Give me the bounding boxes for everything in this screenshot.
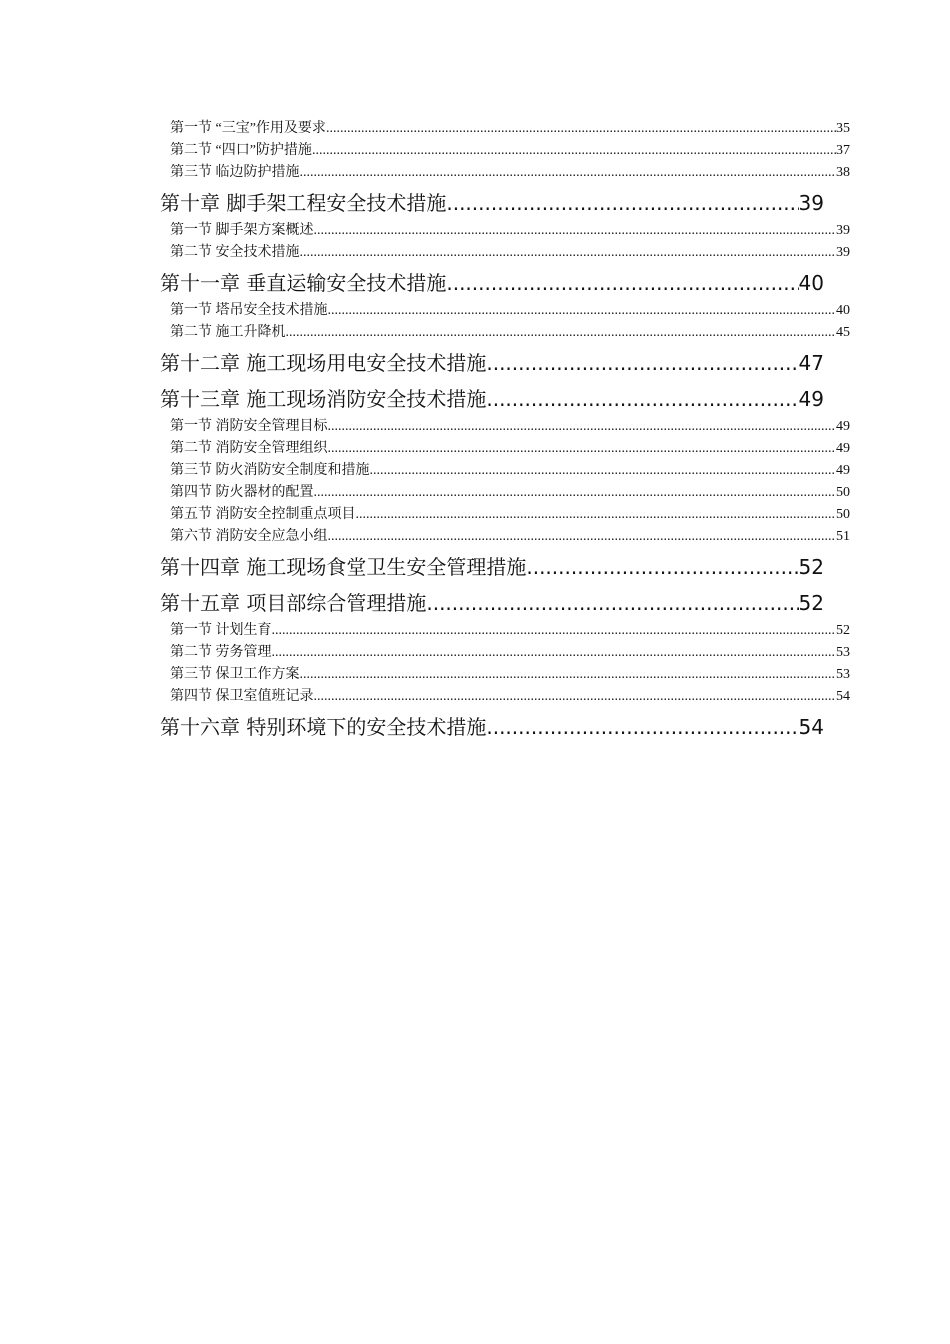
toc-entry-label: 第三节 防火消防安全制度和措施: [170, 463, 370, 478]
toc-section-entry[interactable]: [160, 642, 850, 664]
toc-page-number: 52: [798, 591, 824, 615]
toc-section-entry[interactable]: [160, 416, 850, 438]
toc-entry-label: 第十章 脚手架工程安全技术措施: [160, 191, 447, 215]
toc-entry-label: 第一节 塔吊安全技术措施: [170, 303, 328, 318]
toc-entry-label: 第十一章 垂直运输安全技术措施: [160, 271, 447, 295]
toc-entry-label: 第二节 劳务管理: [170, 645, 272, 660]
table-of-contents: [160, 118, 850, 744]
toc-page-number: 50: [836, 485, 850, 500]
toc-dot-leader: [356, 504, 837, 526]
toc-section-entry[interactable]: [160, 504, 850, 526]
toc-page-number: 49: [798, 387, 824, 411]
toc-page-number: 37: [836, 143, 850, 158]
toc-dot-leader: [272, 620, 837, 642]
toc-entry-label: 第一节 计划生育: [170, 623, 272, 638]
toc-entry-label: 第三节 临边防护措施: [170, 165, 300, 180]
toc-dot-leader: [300, 162, 837, 184]
toc-chapter-entry[interactable]: [160, 587, 824, 620]
toc-section-entry[interactable]: [160, 460, 850, 482]
toc-section-entry[interactable]: [160, 140, 850, 162]
toc-section-entry[interactable]: [160, 300, 850, 322]
toc-dot-leader: [370, 460, 837, 482]
toc-entry-label: 第一节 消防安全管理目标: [170, 419, 328, 434]
toc-dot-leader: [426, 587, 798, 620]
toc-dot-leader: [486, 711, 798, 744]
toc-entry-label: 第三节 保卫工作方案: [170, 667, 300, 682]
toc-entry-label: 第十三章 施工现场消防安全技术措施: [160, 387, 487, 411]
toc-entry-label: 第一节 脚手架方案概述: [170, 223, 314, 238]
toc-page-number: 49: [836, 419, 850, 434]
toc-dot-leader: [314, 220, 837, 242]
toc-dot-leader: [314, 686, 837, 708]
toc-entry-label: 第二节 消防安全管理组织: [170, 441, 328, 456]
toc-page-number: 40: [836, 303, 850, 318]
toc-page-number: 49: [836, 463, 850, 478]
toc-page-number: 39: [836, 223, 850, 238]
toc-entry-label: 第二节 安全技术措施: [170, 245, 300, 260]
toc-dot-leader: [328, 416, 837, 438]
toc-page-number: 53: [836, 645, 850, 660]
toc-section-entry[interactable]: [160, 482, 850, 504]
toc-section-entry[interactable]: [160, 664, 850, 686]
toc-section-entry[interactable]: [160, 220, 850, 242]
toc-section-entry[interactable]: [160, 686, 850, 708]
toc-page-number: 38: [836, 165, 850, 180]
toc-page-number: 39: [798, 191, 824, 215]
toc-dot-leader: [328, 526, 837, 548]
toc-dot-leader: [486, 347, 798, 380]
toc-entry-label: 第二节 施工升降机: [170, 325, 286, 340]
toc-dot-leader: [328, 300, 837, 322]
toc-page-number: 52: [798, 555, 824, 579]
toc-page-number: 54: [798, 715, 824, 739]
toc-entry-label: 第四节 保卫室值班记录: [170, 689, 314, 704]
toc-dot-leader: [300, 664, 837, 686]
toc-chapter-entry[interactable]: [160, 187, 824, 220]
toc-page-number: 54: [836, 689, 850, 704]
toc-section-entry[interactable]: [160, 242, 850, 264]
toc-dot-leader: [486, 383, 798, 416]
toc-section-entry[interactable]: [160, 118, 850, 140]
toc-dot-leader: [446, 267, 798, 300]
toc-dot-leader: [286, 322, 837, 344]
toc-entry-label: 第十六章 特别环境下的安全技术措施: [160, 715, 487, 739]
toc-entry-label: 第二节 “四口”防护措施: [170, 143, 312, 158]
toc-dot-leader: [300, 242, 837, 264]
toc-section-entry[interactable]: [160, 620, 850, 642]
toc-entry-label: 第十四章 施工现场食堂卫生安全管理措施: [160, 555, 527, 579]
toc-dot-leader: [446, 187, 798, 220]
toc-page-number: 53: [836, 667, 850, 682]
toc-dot-leader: [526, 551, 798, 584]
toc-dot-leader: [272, 642, 837, 664]
toc-page-number: 52: [836, 623, 850, 638]
toc-page-number: 45: [836, 325, 850, 340]
toc-dot-leader: [326, 118, 836, 140]
toc-entry-label: 第一节 “三宝”作用及要求: [170, 121, 326, 136]
toc-page-number: 47: [798, 351, 824, 375]
toc-section-entry[interactable]: [160, 322, 850, 344]
toc-entry-label: 第十二章 施工现场用电安全技术措施: [160, 351, 487, 375]
toc-page-number: 35: [836, 121, 850, 136]
toc-page-number: 40: [798, 271, 824, 295]
toc-section-entry[interactable]: [160, 162, 850, 184]
toc-chapter-entry[interactable]: [160, 711, 824, 744]
toc-page-number: 50: [836, 507, 850, 522]
toc-dot-leader: [328, 438, 837, 460]
toc-section-entry[interactable]: [160, 438, 850, 460]
toc-chapter-entry[interactable]: [160, 347, 824, 380]
toc-dot-leader: [312, 140, 836, 162]
toc-chapter-entry[interactable]: [160, 551, 824, 584]
toc-entry-label: 第六节 消防安全应急小组: [170, 529, 328, 544]
toc-page-number: 51: [836, 529, 850, 544]
toc-entry-label: 第四节 防火器材的配置: [170, 485, 314, 500]
toc-section-entry[interactable]: [160, 526, 850, 548]
toc-page-number: 39: [836, 245, 850, 260]
toc-dot-leader: [314, 482, 837, 504]
toc-entry-label: 第十五章 项目部综合管理措施: [160, 591, 427, 615]
toc-entry-label: 第五节 消防安全控制重点项目: [170, 507, 356, 522]
toc-chapter-entry[interactable]: [160, 267, 824, 300]
toc-page-number: 49: [836, 441, 850, 456]
toc-chapter-entry[interactable]: [160, 383, 824, 416]
